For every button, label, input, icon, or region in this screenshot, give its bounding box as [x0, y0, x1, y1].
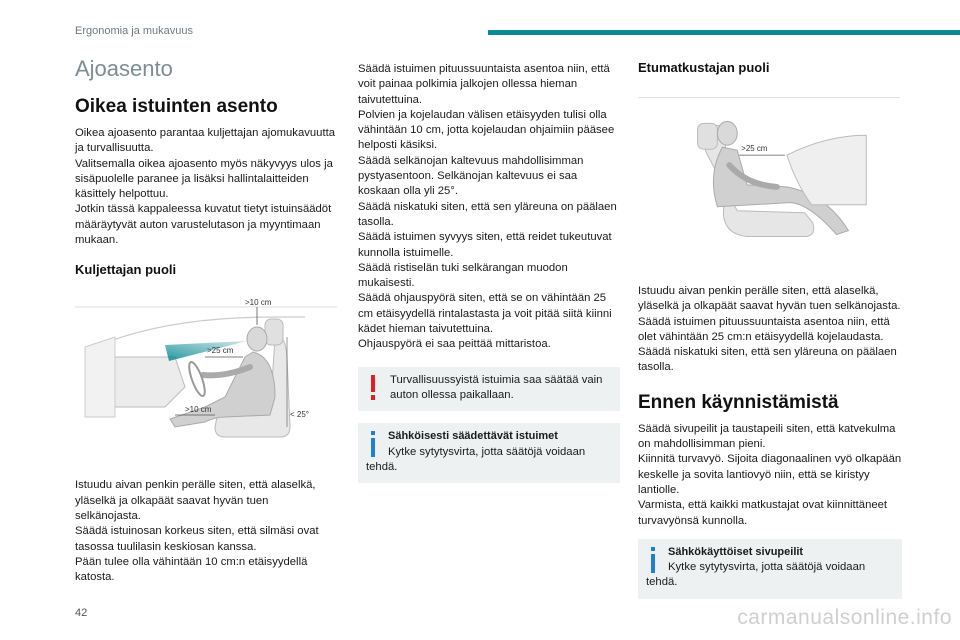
figure-label-angle: < 25°: [290, 410, 309, 420]
column-3: [638, 60, 902, 608]
figure-label-low: >10 cm: [185, 405, 212, 415]
info-text-line2: tehdä.: [366, 460, 398, 473]
before-starting-text: Säädä sivupeilit ja taustapeili siten, että katvekulma on mahdollisimman pieni. Kiinnitä turvavyö. Sijoita diagonaalinen vyö olkapään keskelle ja sovita lantiovyö niin, että se kiristyy lantiolle. Varmista, että kaikki matkustajat ovat kiinnittäneet turvavyönsä kunnolla.: [638, 422, 902, 527]
info-title: Sähkökäyttöiset sivupeilit: [668, 545, 804, 558]
info-box-electric-seats: [358, 423, 620, 483]
chapter-title: Ajoasento: [75, 56, 173, 81]
passenger-seat-illustration: [638, 91, 900, 259]
intro-text: Oikea ajoasento parantaa kuljettajan ajomukavuutta ja turvallisuutta. Valitsemalla oikea ajoasento myös näkyvyys ulos ja sisäpuolelle paranee ja lisäksi hallintalaitteiden käsittely helpottuu. Jotkin tässä kappaleessa kuvatut tietyt istuinsäädöt määräytyvät auton varustelutason ja myyntimaan mukaan.: [75, 127, 335, 247]
column-2: [358, 62, 620, 492]
figure-label-mid: >25 cm: [207, 346, 234, 356]
figure-label-passenger: >25 cm: [741, 144, 768, 154]
driver-seat-illustration: [75, 297, 337, 457]
section-heading: Oikea istuinten asento: [75, 96, 278, 117]
seat-adjustment-text: Säädä istuimen pituussuuntaista asentoa niin, että voit painaa polkimia jalkojen ollessa hieman taivutettuina. Polvien ja kojelaudan välisen etäisyyden tulisi olla vähintään 10 cm, jotta kojelaudan ohjaimiin pääsee helposti käsiksi. Säädä selkänojan kaltevuus mahdollisimman pystyasentoon. Selkänojan kaltevuus ei saa koskaan olla yli 25°. Säädä niskatuki siten, että sen yläreuna on päälaen tasolla. Säädä istuimen syvyys siten, että reidet tukeutuvat kunnolla istuimelle. Säädä ristiselän tuki selkärangan muodon mukaisesti. Säädä ohjauspyörä siten, että se on vähintään 25 cm etäisyydellä rintalastasta ja voit pitää siitä kiinni kädet hieman taivutettuina. Ohjauspyörä ei saa peittää mittaristoa.: [358, 63, 617, 351]
before-starting-heading: Ennen käynnistämistä: [638, 391, 839, 413]
driver-side-heading: Kuljettajan puoli: [75, 262, 177, 278]
page-number: 42: [75, 607, 88, 619]
passenger-side-heading: Etumatkustajan puoli: [638, 60, 770, 75]
figure-label-top: >10 cm: [245, 298, 272, 308]
column-1: [75, 56, 337, 585]
warning-text: Turvallisuussyistä istuimia saa säätää vain auton ollessa paikallaan.: [390, 373, 603, 401]
header-accent-bar: [488, 30, 960, 35]
info-box-electric-mirrors: [638, 539, 902, 599]
passenger-side-text: Istuudu aivan penkin perälle siten, että alaselkä, yläselkä ja olkapäät saavat hyvän tuen selkänojasta. Säädä istuimen pituussuuntaista asentoa niin, että olet vähintään 25 cm:n etäisyydellä kojelaudasta. Säädä niskatuki siten, että sen yläreuna on päälaen tasolla.: [638, 285, 901, 374]
info-text-line2: tehdä.: [646, 576, 678, 589]
warning-icon: [368, 375, 378, 401]
info-text-line1: Kytke sytytysvirta, jotta säätöjä voidaan: [388, 445, 586, 458]
section-title: Ergonomia ja mukavuus: [75, 25, 194, 37]
info-icon: [648, 547, 658, 573]
driver-side-text: Istuudu aivan penkin perälle siten, että alaselkä, yläselkä ja olkapäät saavat hyvän tuen selkänojasta. Säädä istuinosan korkeus siten, että silmäsi ovat tasossa tuulilasin keskiosan kanssa. Pään tulee olla vähintään 10 cm:n etäisyydellä katosta.: [75, 479, 319, 584]
info-title: Sähköisesti säädettävät istuimet: [388, 430, 558, 443]
watermark: carmanualsonline.info: [737, 606, 952, 629]
info-text-line1: Kytke sytytysvirta, jotta säätöjä voidaan: [668, 561, 866, 574]
warning-box: [358, 367, 620, 412]
info-icon: [368, 431, 378, 457]
